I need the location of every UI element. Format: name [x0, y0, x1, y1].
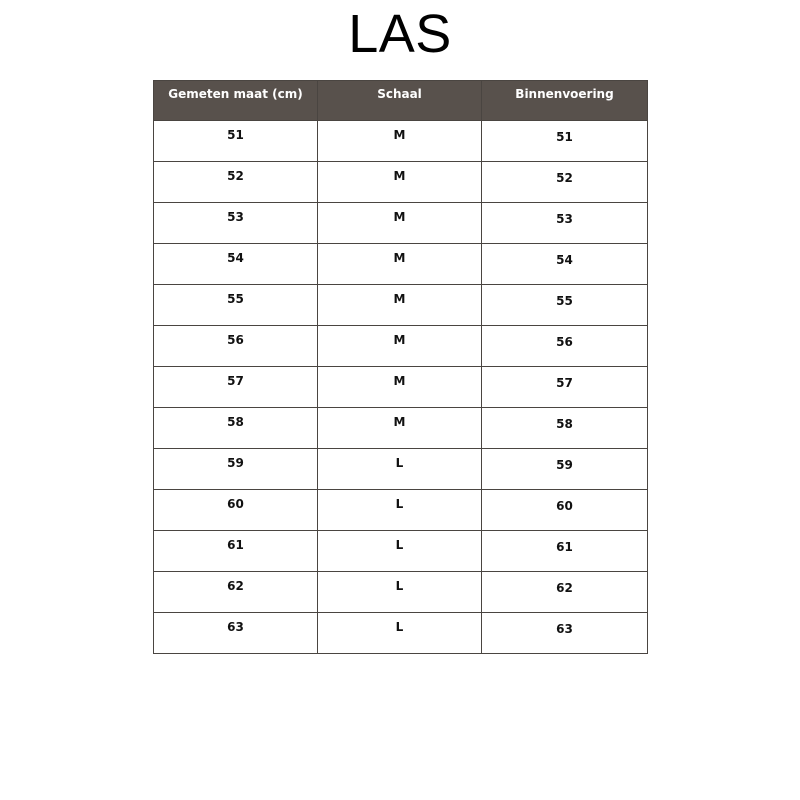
cell-schaal: M	[318, 162, 482, 203]
table-row	[154, 285, 648, 326]
cell-gemeten-maat: 63	[154, 613, 318, 654]
cell-schaal: L	[318, 531, 482, 572]
cell-binnenvoering: 53	[482, 203, 648, 244]
cell-gemeten-maat: 56	[154, 326, 318, 367]
cell-binnenvoering: 51	[482, 121, 648, 162]
table-row	[154, 162, 648, 203]
cell-binnenvoering: 58	[482, 408, 648, 449]
cell-gemeten-maat: 59	[154, 449, 318, 490]
table-row	[154, 326, 648, 367]
table-row	[154, 367, 648, 408]
cell-binnenvoering: 57	[482, 367, 648, 408]
cell-binnenvoering: 62	[482, 572, 648, 613]
cell-schaal: L	[318, 449, 482, 490]
cell-schaal: M	[318, 408, 482, 449]
cell-schaal: L	[318, 613, 482, 654]
cell-binnenvoering: 52	[482, 162, 648, 203]
cell-schaal: M	[318, 203, 482, 244]
table-row	[154, 121, 648, 162]
table-row	[154, 572, 648, 613]
header-gemeten-maat: Gemeten maat (cm)	[154, 81, 318, 121]
header-schaal: Schaal	[318, 81, 482, 121]
table-row	[154, 449, 648, 490]
cell-schaal: L	[318, 572, 482, 613]
cell-binnenvoering: 56	[482, 326, 648, 367]
cell-gemeten-maat: 51	[154, 121, 318, 162]
cell-binnenvoering: 54	[482, 244, 648, 285]
cell-gemeten-maat: 62	[154, 572, 318, 613]
cell-gemeten-maat: 52	[154, 162, 318, 203]
page-title: LAS	[348, 4, 452, 64]
cell-binnenvoering: 61	[482, 531, 648, 572]
cell-gemeten-maat: 55	[154, 285, 318, 326]
size-table	[153, 80, 648, 654]
table-row	[154, 531, 648, 572]
table-row	[154, 490, 648, 531]
cell-gemeten-maat: 58	[154, 408, 318, 449]
cell-binnenvoering: 63	[482, 613, 648, 654]
table-header-row	[154, 81, 648, 121]
cell-binnenvoering: 60	[482, 490, 648, 531]
table-row	[154, 203, 648, 244]
cell-schaal: L	[318, 490, 482, 531]
cell-binnenvoering: 55	[482, 285, 648, 326]
cell-gemeten-maat: 60	[154, 490, 318, 531]
table-row	[154, 408, 648, 449]
cell-binnenvoering: 59	[482, 449, 648, 490]
header-binnenvoering: Binnenvoering	[482, 81, 648, 121]
cell-gemeten-maat: 54	[154, 244, 318, 285]
cell-schaal: M	[318, 285, 482, 326]
cell-gemeten-maat: 61	[154, 531, 318, 572]
cell-gemeten-maat: 57	[154, 367, 318, 408]
table-row	[154, 244, 648, 285]
table-body	[154, 121, 648, 654]
table-header	[154, 81, 648, 121]
cell-schaal: M	[318, 326, 482, 367]
cell-schaal: M	[318, 367, 482, 408]
cell-schaal: M	[318, 121, 482, 162]
table-row	[154, 613, 648, 654]
cell-gemeten-maat: 53	[154, 203, 318, 244]
cell-schaal: M	[318, 244, 482, 285]
